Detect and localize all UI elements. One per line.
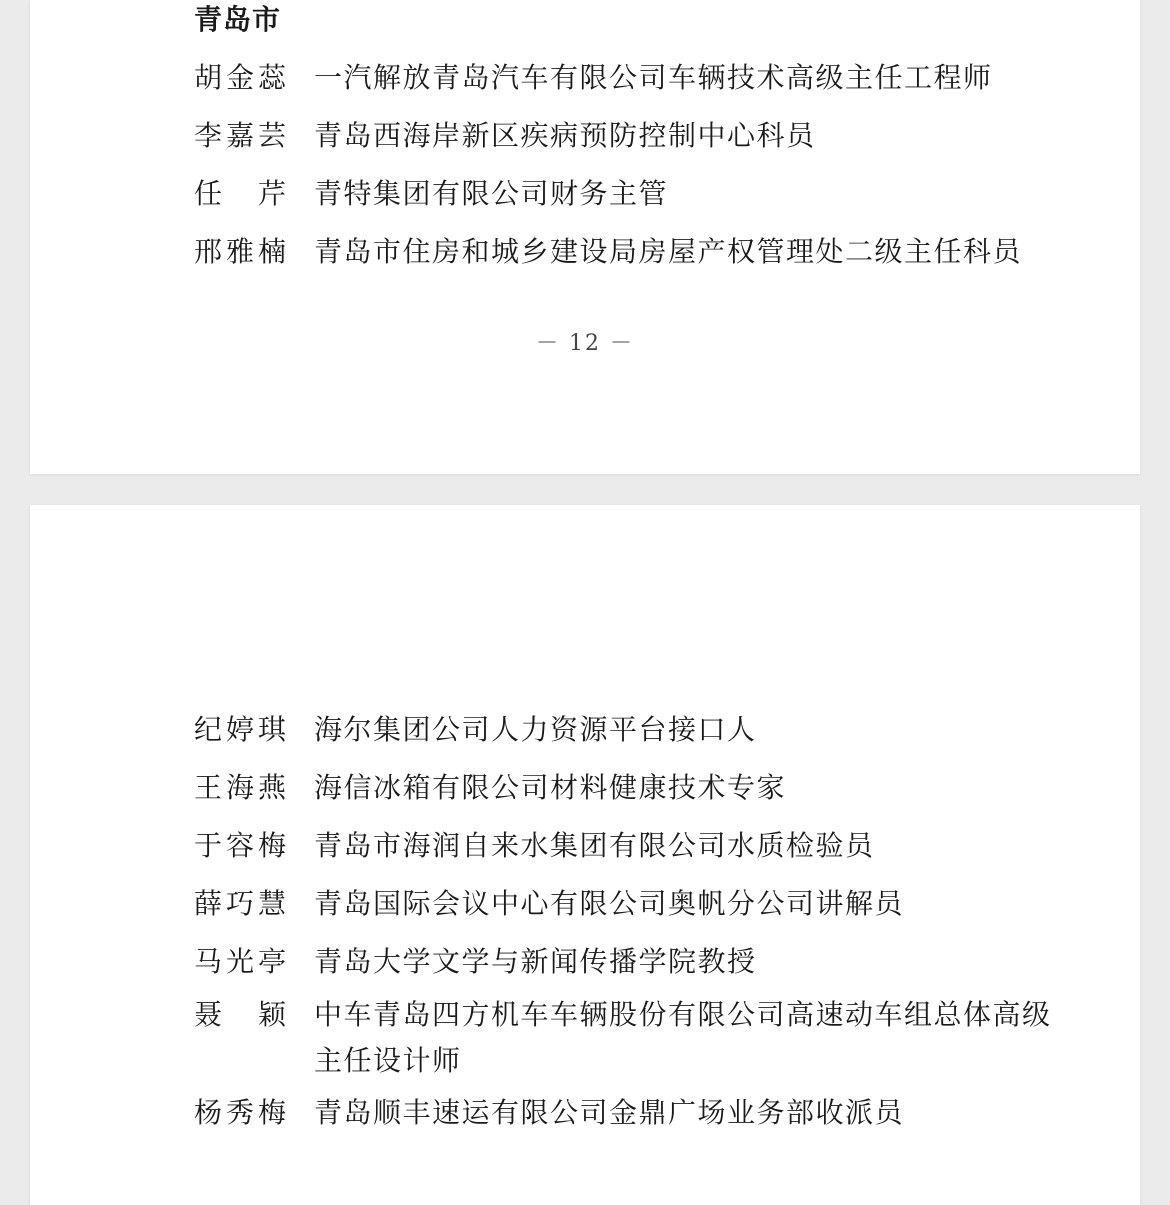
person-name: 于 容 梅 xyxy=(194,829,286,862)
person-role: 青岛市海润自来水集团有限公司水质检验员 xyxy=(314,829,875,862)
page-number: － 12 － xyxy=(536,331,634,356)
person-name: 邢 雅 楠 xyxy=(194,235,286,268)
person-name: 胡 金 蕊 xyxy=(194,61,286,94)
person-name: 薛 巧 慧 xyxy=(194,887,286,920)
person-role: 青岛西海岸新区疾病预防控制中心科员 xyxy=(314,119,816,152)
person-role: 青岛市住房和城乡建设局房屋产权管理处二级主任科员 xyxy=(314,235,1023,268)
person-name: 马 光 亭 xyxy=(194,945,286,978)
person-role: 青岛顺丰速运有限公司金鼎广场业务部收派员 xyxy=(314,1096,905,1129)
person-name: 王 海 燕 xyxy=(194,771,286,804)
person-role: 一汽解放青岛汽车有限公司车辆技术高级主任工程师 xyxy=(314,61,993,94)
person-name: 聂 颖 xyxy=(194,998,286,1031)
person-role: 青岛大学文学与新闻传播学院教授 xyxy=(314,945,757,978)
person-name: 纪 婷 琪 xyxy=(194,713,286,746)
person-role: 青岛国际会议中心有限公司奥帆分公司讲解员 xyxy=(314,887,905,920)
document-page-12 xyxy=(30,0,1140,474)
person-name: 杨 秀 梅 xyxy=(194,1096,286,1129)
document-page-13 xyxy=(30,505,1140,1205)
person-name: 李 嘉 芸 xyxy=(194,119,286,152)
person-name: 任 芹 xyxy=(194,177,286,210)
section-title: 青岛市 xyxy=(194,3,282,36)
person-role: 海信冰箱有限公司材料健康技术专家 xyxy=(314,771,787,804)
person-role: 海尔集团公司人力资源平台接口人 xyxy=(314,713,757,746)
person-role: 青特集团有限公司财务主管 xyxy=(314,177,669,210)
person-role: 中车青岛四方机车车辆股份有限公司高速动车组总体高级主任设计师 xyxy=(314,998,1052,1077)
